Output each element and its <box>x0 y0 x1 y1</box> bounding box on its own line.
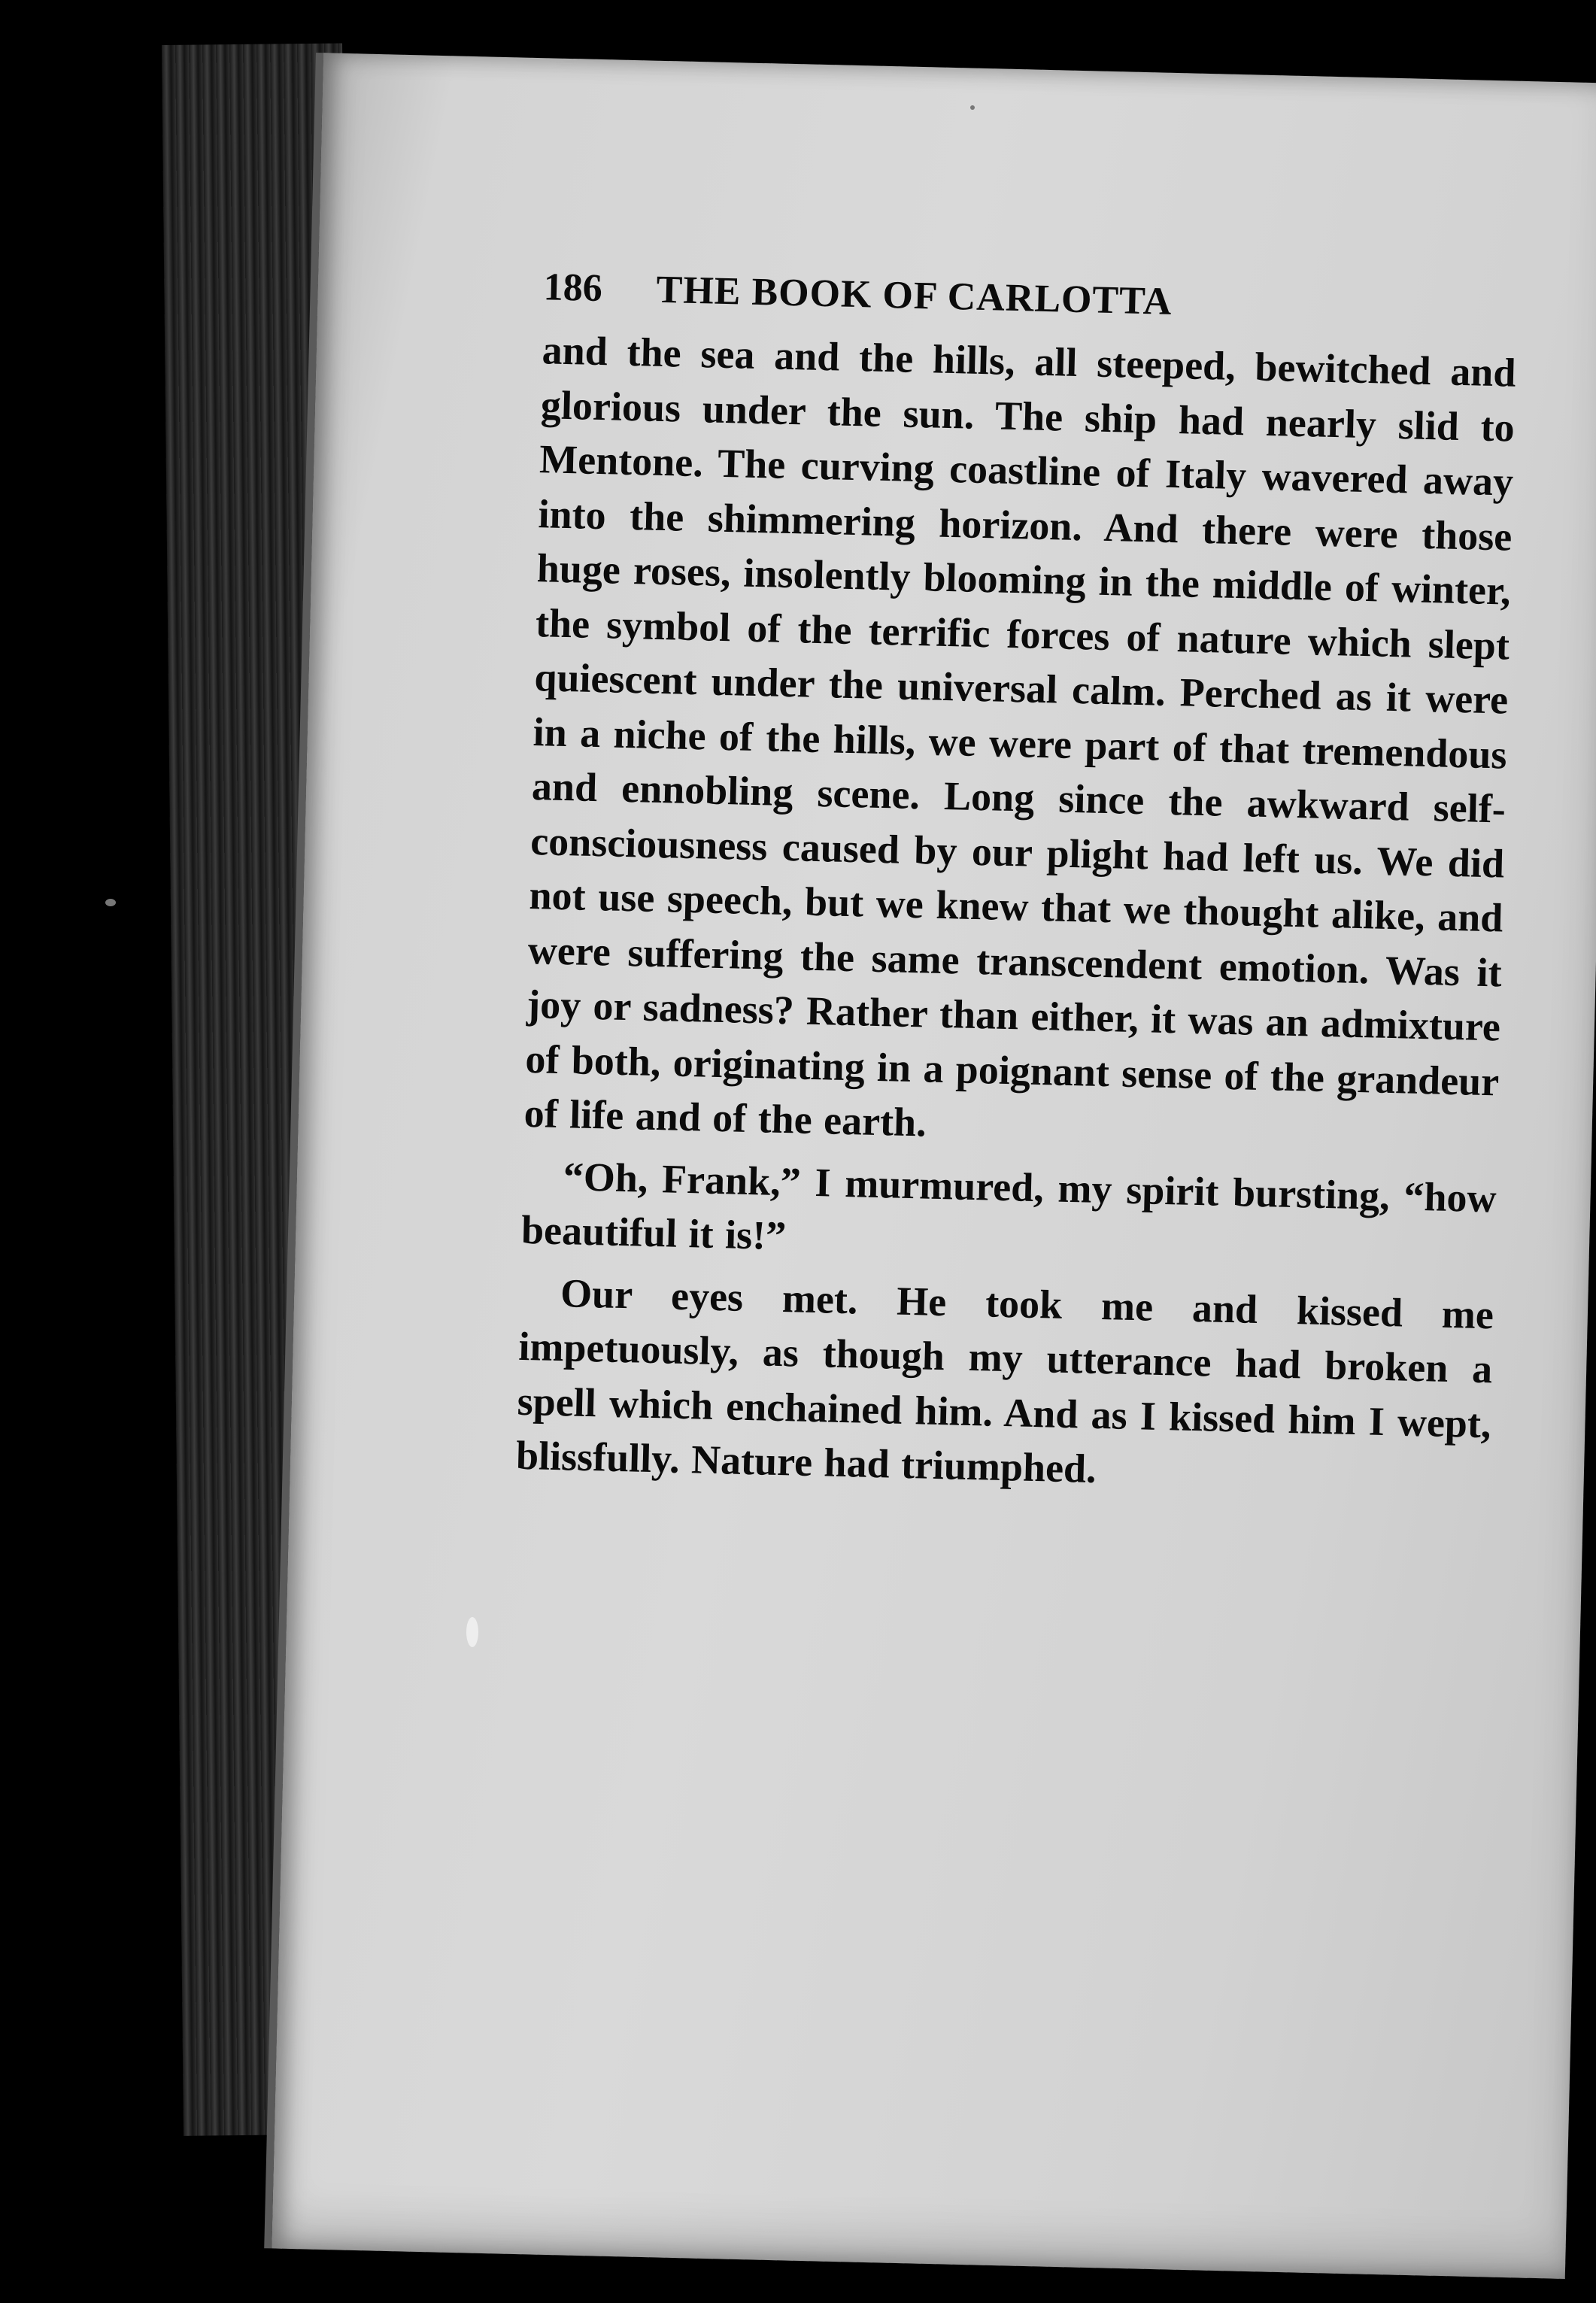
page-number: 186 <box>543 265 603 311</box>
paragraph-dialogue: “Oh, Frank,” I murmured, my spirit bursting, “how beautiful it is!” <box>520 1153 1497 1259</box>
book-page <box>264 53 1596 2279</box>
book-title: THE BOOK OF CARLOTTA <box>656 268 1173 323</box>
paragraph-continued: and the sea and the hills, all steeped, bewitched and glorious under the sun. The ship had nearly slid to Mentone. The curving coastline of Italy wavered away into the shimmering horizon. And there were those huge roses, insolently blooming in the middle of winter, the symbol of the terrific forces of nature which slept quiescent under the universal calm. Perched as it were in a niche of the hills, we were part of that tremendous and ennobling scene. Long since the awkward self-consciousness caused by our plight had left us. We did not use speech, but we knew that we thought alike, and were suffering the same transcendent emotion. Was it joy or sadness? Rather than either, it was an admixture of both, originating in a poignant sense of the grandeur of life and of the earth. <box>523 327 1517 1145</box>
scan-speck <box>105 899 116 906</box>
page-content <box>515 265 1518 1506</box>
scan-speck <box>466 1617 478 1647</box>
scan-speck <box>970 105 975 110</box>
paragraph-closing: Our eyes met. He took me and kissed me impetuously, as though my utterance had broken a spell which enchained him. And as I kissed him I wept, blissfully. Nature had triumphed. <box>515 1270 1494 1491</box>
running-head <box>543 265 1518 332</box>
